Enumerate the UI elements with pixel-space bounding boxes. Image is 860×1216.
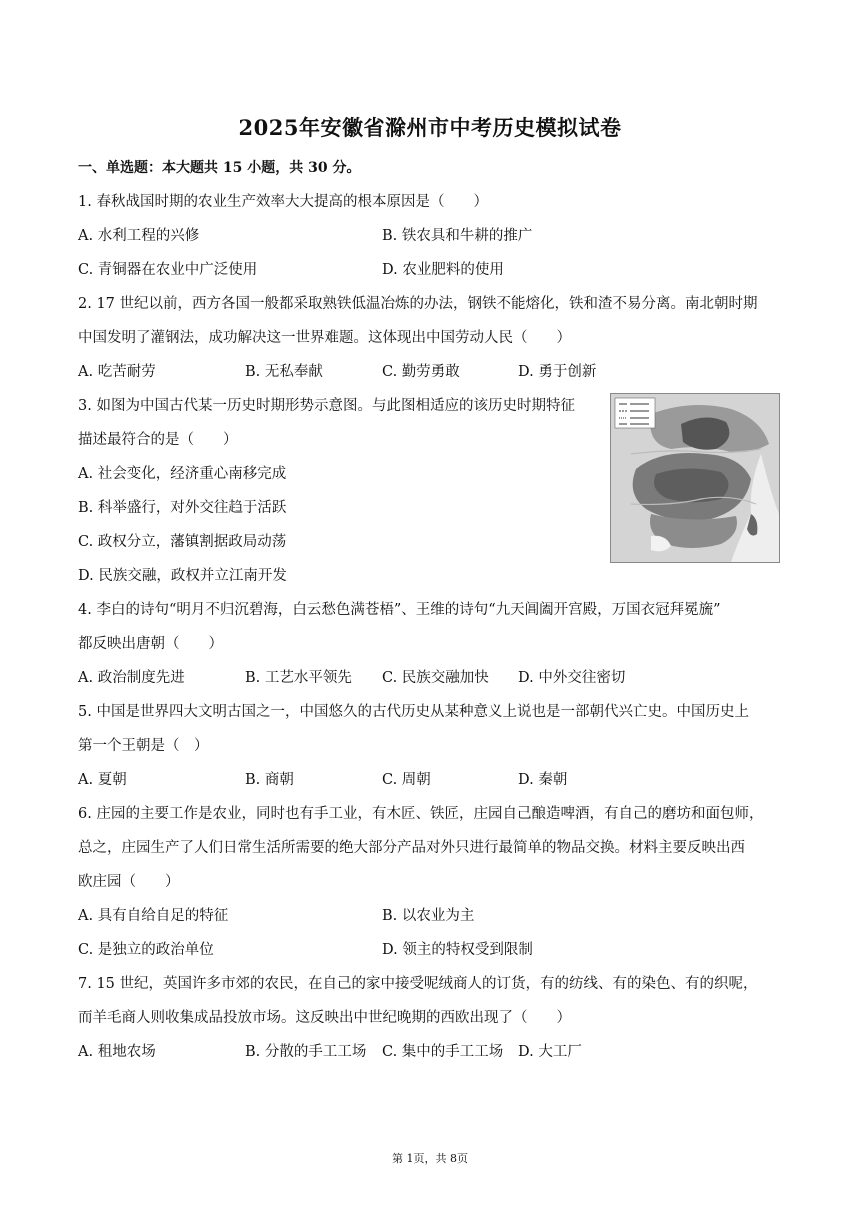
question-5-stem-line-2: 第一个王朝是（ ） <box>78 738 209 754</box>
section-heading: 一、单选题：本大题共 15 小题，共 30 分。 <box>78 160 361 176</box>
question-4-option-d[interactable]: D. 中外交往密切 <box>518 670 626 686</box>
question-6-stem-line-1: 6. 庄园的主要工作是农业，同时也有手工业，有木匠、铁匠，庄园自己酿造啤酒，有自己的磨坊和面包师， <box>78 806 764 822</box>
question-4-option-b[interactable]: B. 工艺水平领先 <box>245 670 352 686</box>
question-2-option-a[interactable]: A. 吃苦耐劳 <box>78 364 156 380</box>
question-6-option-d[interactable]: D. 领主的特权受到限制 <box>382 942 533 958</box>
question-7-option-b[interactable]: B. 分散的手工工场 <box>245 1044 367 1060</box>
question-3-option-b[interactable]: B. 科举盛行，对外交往趋于活跃 <box>78 500 287 516</box>
question-5-option-d[interactable]: D. 秦朝 <box>518 772 568 788</box>
question-6-option-c[interactable]: C. 是独立的政治单位 <box>78 942 214 958</box>
question-4-stem-line-2: 都反映出唐朝（ ） <box>78 636 223 652</box>
question-3-stem-line-1: 3. 如图为中国古代某一历史时期形势示意图。与此图相适应的该历史时期特征 <box>78 398 575 414</box>
question-7-stem-line-1: 7. 15 世纪，英国许多市郊的农民，在自己的家中接受呢绒商人的订货，有的纺线、有的染色、有的织呢， <box>78 976 758 992</box>
question-2-option-c[interactable]: C. 勤劳勇敢 <box>382 364 460 380</box>
page-title: 2025年安徽省滁州市中考历史模拟试卷 <box>238 115 622 140</box>
map-image <box>611 394 779 562</box>
page-footer: 第 1页，共 8页 <box>392 1152 468 1165</box>
question-6-stem-line-2: 总之，庄园生产了人们日常生活所需要的绝大部分产品对外只进行最简单的物品交换。材料主要反映出西 <box>78 840 745 856</box>
question-3-stem-line-2: 描述最符合的是（ ） <box>78 432 238 448</box>
question-7-stem-line-2: 而羊毛商人则收集成品投放市场。这反映出中世纪晚期的西欧出现了（ ） <box>78 1010 571 1026</box>
question-3-option-d[interactable]: D. 民族交融，政权并立江南开发 <box>78 568 287 584</box>
question-4-option-c[interactable]: C. 民族交融加快 <box>382 670 489 686</box>
question-1-option-b[interactable]: B. 铁农具和牛耕的推广 <box>382 228 533 244</box>
question-5-option-a[interactable]: A. 夏朝 <box>78 772 127 788</box>
question-1-stem: 1. 春秋战国时期的农业生产效率大大提高的根本原因是（ ） <box>78 194 488 210</box>
question-6-option-b[interactable]: B. 以农业为主 <box>382 908 475 924</box>
question-6-stem-line-3: 欧庄园（ ） <box>78 874 180 890</box>
question-1-option-c[interactable]: C. 青铜器在农业中广泛使用 <box>78 262 258 278</box>
question-1-option-d[interactable]: D. 农业肥料的使用 <box>382 262 504 278</box>
question-2-option-b[interactable]: B. 无私奉献 <box>245 364 323 380</box>
question-5-option-b[interactable]: B. 商朝 <box>245 772 294 788</box>
question-3-option-a[interactable]: A. 社会变化，经济重心南移完成 <box>78 466 287 482</box>
question-3-option-c[interactable]: C. 政权分立，藩镇割据政局动荡 <box>78 534 287 550</box>
question-7-option-a[interactable]: A. 租地农场 <box>78 1044 156 1060</box>
question-1-option-a[interactable]: A. 水利工程的兴修 <box>78 228 200 244</box>
question-7-option-c[interactable]: C. 集中的手工工场 <box>382 1044 504 1060</box>
question-4-option-a[interactable]: A. 政治制度先进 <box>78 670 185 686</box>
question-2-option-d[interactable]: D. 勇于创新 <box>518 364 597 380</box>
question-2-stem-line-2: 中国发明了灌钢法，成功解决这一世界难题。这体现出中国劳动人民（ ） <box>78 330 571 346</box>
question-2-stem-line-1: 2. 17 世纪以前，西方各国一般都采取熟铁低温冶炼的办法，钢铁不能熔化，铁和渣不易分离。南北朝时期 <box>78 296 758 312</box>
question-5-stem-line-1: 5. 中国是世界四大文明古国之一，中国悠久的古代历史从某种意义上说也是一部朝代兴亡史。中国历史上 <box>78 704 749 720</box>
historical-map-figure <box>610 393 780 563</box>
question-6-option-a[interactable]: A. 具有自给自足的特征 <box>78 908 229 924</box>
question-5-option-c[interactable]: C. 周朝 <box>382 772 431 788</box>
question-4-stem-line-1: 4. 李白的诗句“明月不归沉碧海，白云愁色满苍梧”、王维的诗句“九天阊阖开宫殿，万国衣冠拜冕旒” <box>78 602 721 618</box>
question-7-option-d[interactable]: D. 大工厂 <box>518 1044 582 1060</box>
